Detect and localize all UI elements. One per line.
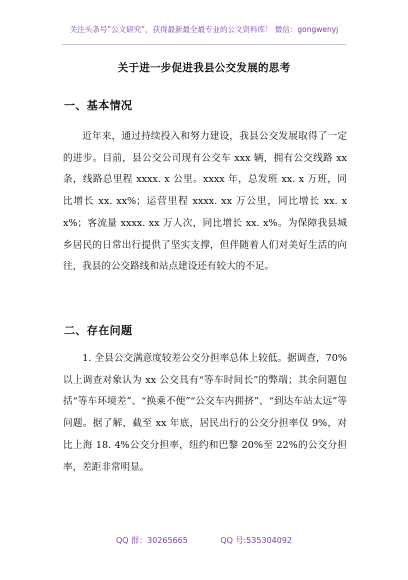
footer-qq-number: QQ 号:535304092 <box>220 536 293 545</box>
section-paragraph-basic-situation: 近年来，通过持续投入和努力建设，我县公交发展取得了一定的进步。目前，县公交公司现有公交车 xxx 辆，拥有公交线路 xx 条，线路总里程 xxxx. x 公里。xxxx 年，总发班 xx. x 万班，同比增长 xx. xx%；运营里程 xxxx. xx 万公里，同比增长 xx. xx%；客流量 xxxx. xx 万人次，同比增长 xx. x%。为保障我县城乡居民的日常出行提供了坚实支撑，但伴随着人们对美好生活的向往，我县的公交路线和站点建设还有较大的不足。 <box>63 131 347 273</box>
section-paragraph-existing-problems: 1. 全县公交满意度较差公交分担率总体上较低。据调查，70%以上调查对象认为 xx 公交具有“等车时间长”的弊端；其余问题包括“等车环境差”、“换乘不便”“公交车内拥挤”、“到达车站太远”等问题。据了解，截至 xx 年底，居民出行的公交分担率仅 9%，对比上海 18. 4%公交分担率，纽约和巴黎 20%至 22%的公交分担率，差距非常明显。 <box>63 353 347 473</box>
footer-qq-group: QQ 群：30265665 <box>115 536 188 545</box>
section-heading-basic-situation: 一、基本情况 <box>64 99 133 112</box>
footer-contact <box>0 535 408 546</box>
section-heading-existing-problems: 二、存在问题 <box>64 324 133 337</box>
header-banner: 关注头条号“公文研究”，获得最新最全最专业的公文资料库！ 微信：gongwenyj <box>69 25 339 34</box>
document-title: 关于进一步促进我县公交发展的思考 <box>117 62 291 74</box>
header-divider <box>62 44 346 45</box>
